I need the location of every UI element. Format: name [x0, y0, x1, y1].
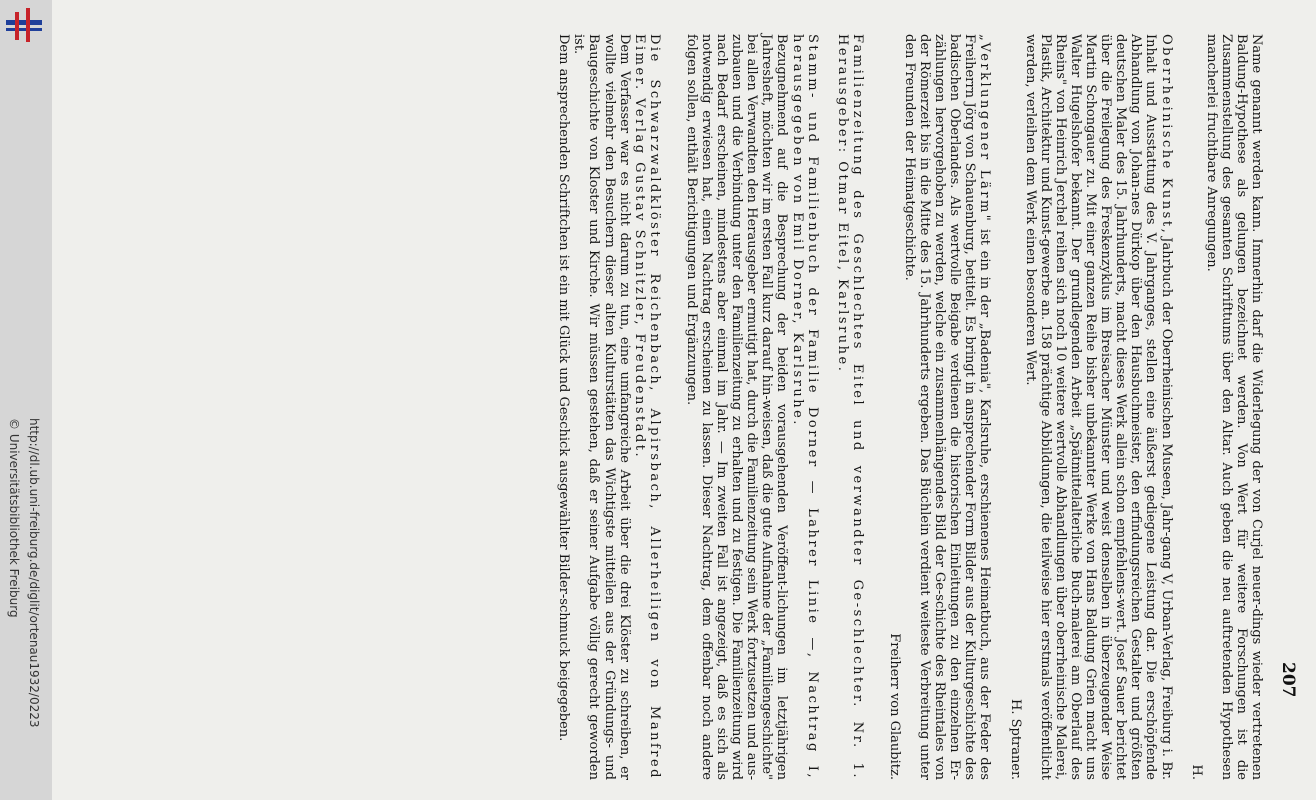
page-text [556, 34, 1264, 780]
review-signature: H. Sptraner. [1007, 698, 1023, 780]
review-heading: Die Schwarzwaldklöster Reichenbach, Alpirsbach, Allerheiligen von Manfred Eimer. Verlag Gustav Schnitzler, Freudenstadt. [631, 34, 662, 780]
paragraph: Name genannt werden kann. Immerhin darf die Widerlegung der von Curjel neuer-dings wieder vertretenen Baldung-Hypothese als gelungen bezeichnet werden. Von Wert für weitere Forschungen ist die Zusammenstellung des gesamten Schrifttums über den Altar. Auch geben die neu auftretenden Hypothesen mancherlei fruchtbare Anregungen. [1203, 34, 1264, 780]
review-body: Dem Verfasser war es nicht darum zu tun, eine umfangreiche Arbeit über die drei Klöster zu schreiben, er wollte vielmehr den Besuchern dieser alten Kulturstätten das Wichtigste mitteilen aus der Gründungs- und Baugeschichte von Kloster und Kirche. Wir müssen gestehen, daß er seiner Aufgabe völlig gerecht geworden ist. [571, 34, 632, 780]
review-body: ist ein in der „Badenia", Karlsruhe, erschienenes Heimatbuch, aus der Feder des Freiherrn Jörg von Schauenburg, betitelt. Es bringt in ansprechender Form Bilder aus der Kulturgeschichte des badischen Oberlandes. Als wertvolle Beigabe verdienen die historischen Einleitungen zu den einzelnen Er-zählungen hervorgehoben zu werden, welche ein zusammenhängendes Bild der Ge-schichte des Rheintales von der Römerzeit bis in die Mitte des 15. Jahrhunderts ergeben. Das Büchlein verdient weiteste Verbreitung unter den Freunden der Heimatgeschichte. [902, 34, 993, 780]
viewer-sidebar [0, 0, 52, 800]
copyright-notice: © Universitätsbibliothek Freiburg [7, 418, 21, 618]
review-title: Oberrheinische Kunst [1158, 34, 1174, 229]
review-signature: H. [1188, 764, 1204, 780]
review-body: , Jahrbuch der Oberrheinischen Museen, Jahr-gang V, Urban-Verlag, Freiburg i. Br. Inhalt und Ausstattung des V. Jahrganges, stellen eine äußerst gediegene Leistung dar. Die erschöpfende Abhandlung von Johan-nes Dürkop über den Hausbuchmeister, den erfindungsreichen Gestalter und größten deutschen Maler des 15. Jahrhunderts, macht dieses Werk allein schon empfehlens-wert. Josef Sauer berichtet über die Freilegung des Freskenzyklus im Breisacher Münster und weist denselben in überzeugender Weise Martin Schongauer zu. Mit einer ganzen Reihe bisher unbekannter Werke von Hans Baldung Grien macht uns Walter Hugelshofer bekannt. Der grundlegenden Arbeit „Spätmittelalterliche Buch-malerei am Oberlauf des Rheins" von Heinrich Jerchel reihen sich noch 10 weitere wertvolle Abhandlungen über oberrheinische Malerei, Plastik, Architektur und Kunst-gewerbe an. 158 prächtige Abbildungen, die teilweise hier erstmals veröffentlicht werden, verleihen dem Werk einen besonderen Wert. [1022, 34, 1174, 780]
review-title: „Verklungener Lärm" [977, 34, 993, 224]
rotated-page-frame [52, 0, 1316, 800]
page-number: 207 [1278, 662, 1298, 698]
review-heading: Familienzeitung des Geschlechtes Eitel und verwandter Ge-schlechter. Nr. 1. Herausgeber: Otmar Eitel, Karlsruhe. [834, 34, 865, 780]
review-body: Bezugnehmend auf die Besprechung der beiden vorausgehenden Veröffent-lichungen im letztjährigen Jahresheft, möchten wir im ersten Fall kurz darauf hin-weisen, daß die gute Aufnahme der „Familiengeschichte" bei allen Verwandten den Herausgeber ermutigt hat, durch die Familienzeitung sein Werk fortzusetzen und aus-zubauen und die Verbindung unter den Familienzeitung zu erhalten und zu festigen. Die Familienzeitung wird nach Bedarf erscheinen, mindestens aber einmal im Jahr. — Im zweiten Fall ist angezeigt, daß es sich als notwendig erwiesen hat, einen Nachtrag erscheinen zu lassen. Dieser Nachtrag, dem offenbar noch andere folgen sollen, enthält Berichtigungen und Ergänzungen. [683, 34, 790, 780]
scanned-page [52, 0, 1316, 800]
source-url[interactable]: http://dl.ub.uni-freiburg.de/diglit/ortenau1932/0223 [27, 418, 41, 728]
review-paragraph [1023, 34, 1174, 780]
review-signature: Freiherr von Glaubitz. [886, 633, 902, 780]
review-heading: Stamm- und Familienbuch der Familie Dorner — Lahrer Linie —, Nachtrag I, herausgegeben von Emil Dorner, Karlsruhe. [789, 34, 820, 780]
review-body: Dem ansprechenden Schriftchen ist ein mit Glück und Geschick ausgewählter Bilder-schmuck beigegeben. [556, 34, 572, 742]
review-paragraph [902, 34, 993, 780]
university-library-logo[interactable] [4, 6, 44, 46]
